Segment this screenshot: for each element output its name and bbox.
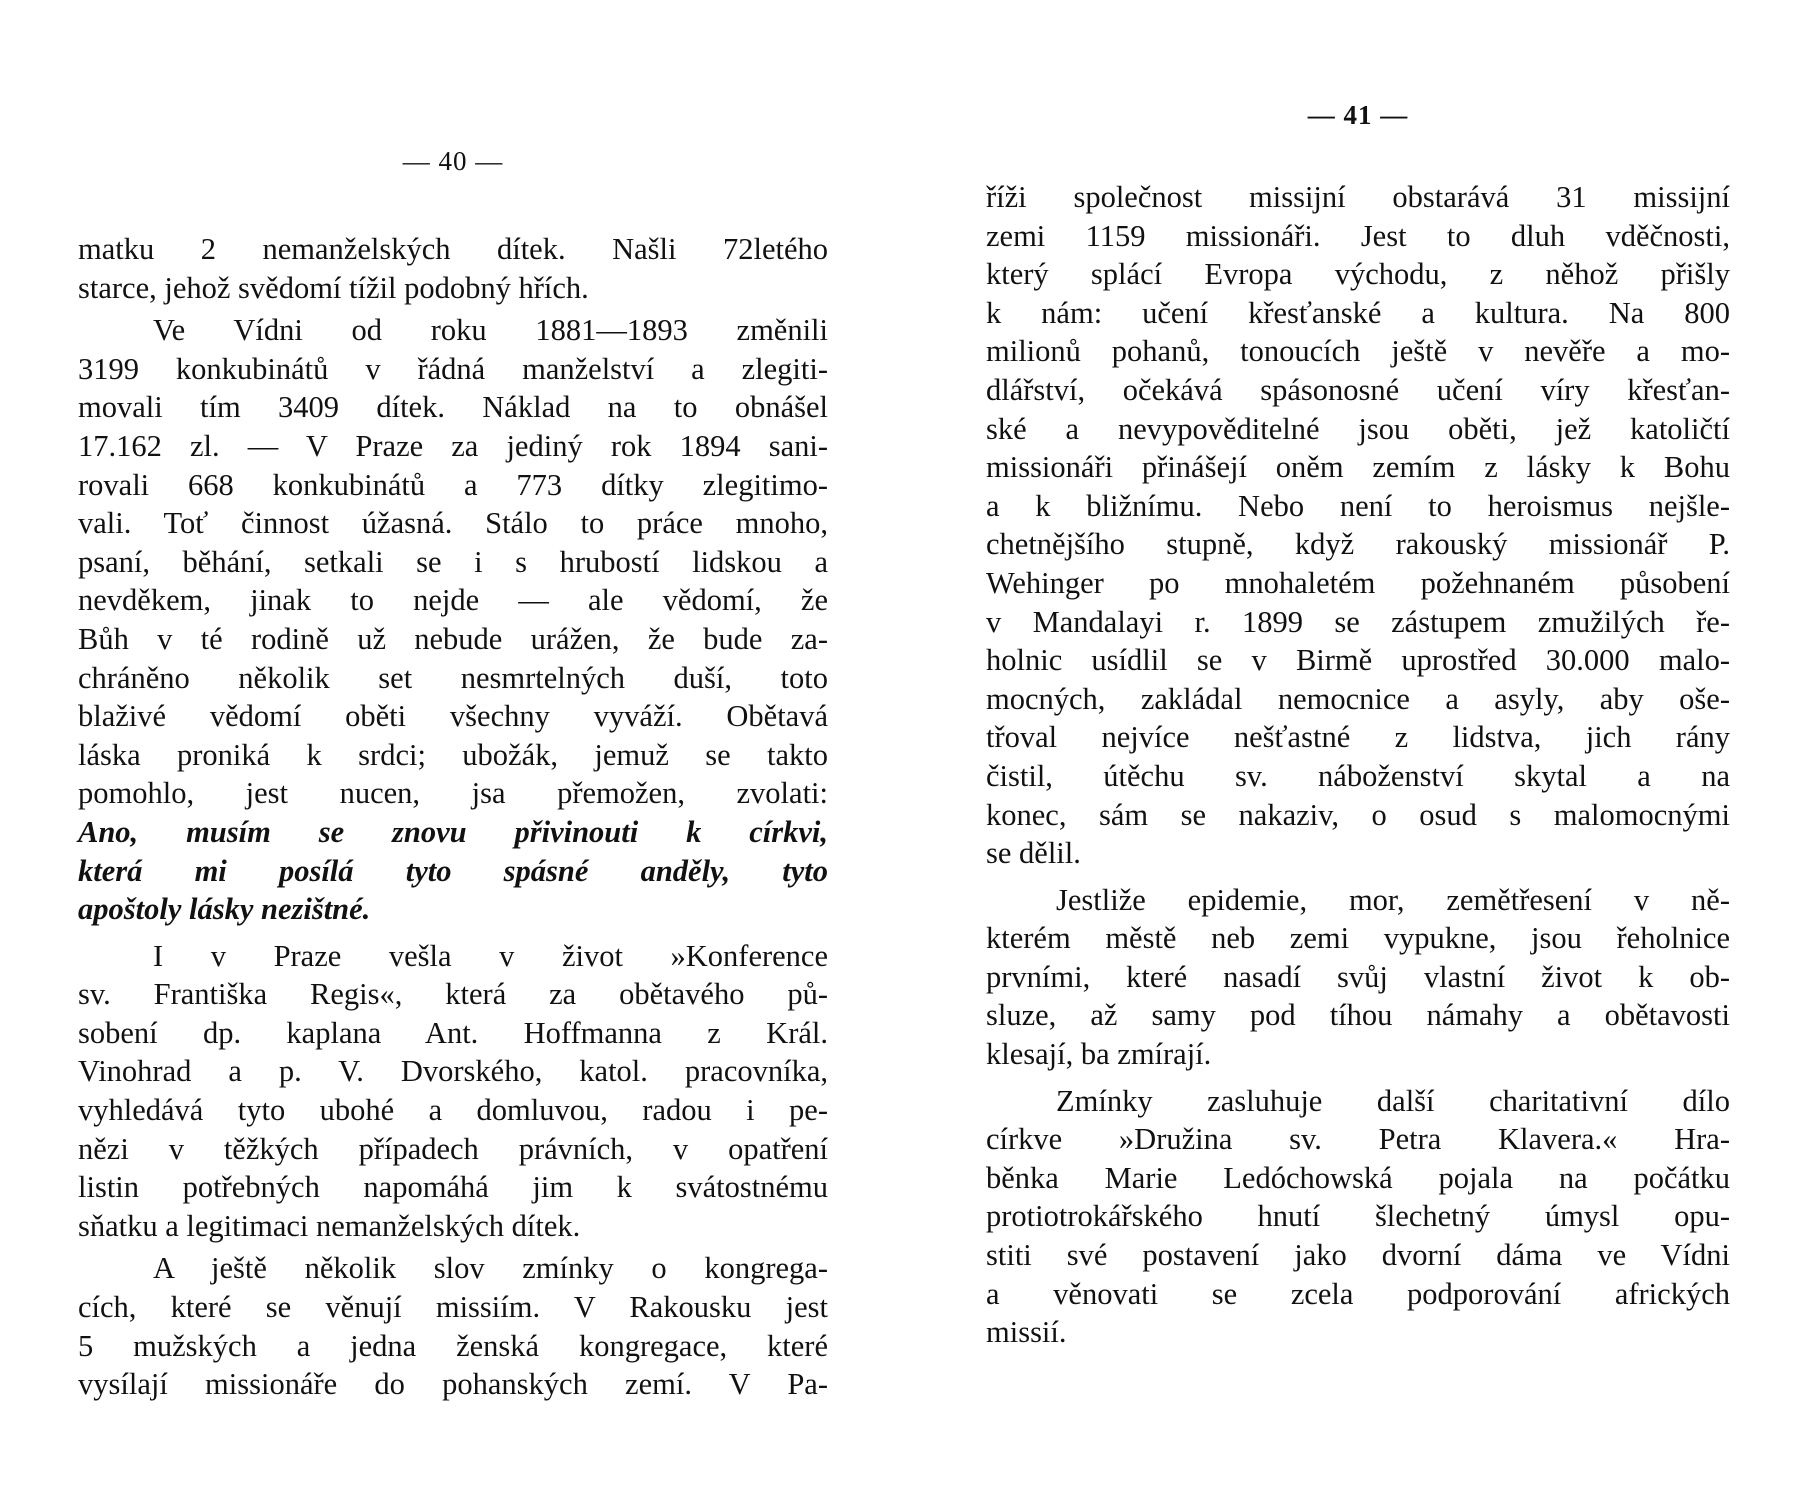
page-number: — 40 — <box>402 146 504 176</box>
page-number: — 41 — <box>1307 100 1409 130</box>
text-line: I v Praze vešla v život »Konference <box>153 938 828 973</box>
text-line: matku 2 nemanželských dítek. Našli 72letého <box>78 232 828 266</box>
text-line: 5 mužských a jedna ženská kongregace, které <box>78 1328 828 1363</box>
text-line: v Mandalayi r. 1899 se zástupem zmužilých ře- <box>986 604 1730 639</box>
text-line: cích, které se věnují missiím. V Rakousku jest <box>78 1290 828 1325</box>
text-line: chráněno několik set nesmrtelných duší, toto <box>78 660 828 695</box>
text-line: Ve Vídni od roku 1881—1893 změnili <box>153 313 828 348</box>
text-line: milionů pohanů, tonoucích ještě v nevěře a mo- <box>986 334 1730 369</box>
text-line: A ještě několik slov zmínky o kongrega- <box>153 1251 828 1286</box>
text-line: chetnějšího stupně, když rakouský missionář P. <box>986 527 1730 562</box>
left-page <box>78 0 828 1500</box>
text-line: kterém městě neb zemi vypukne, jsou řeholnice <box>986 921 1730 956</box>
text-line: vali. Toť činnost úžasná. Stálo to práce mnoho, <box>78 506 828 541</box>
text-line: stiti své postavení jako dvorní dáma ve Vídni <box>986 1238 1730 1273</box>
text-line: Zmínky zasluhuje další charitativní dílo <box>1056 1083 1730 1118</box>
text-line: se dělil. <box>986 836 1081 871</box>
text-line: prvními, které nasadí svůj vlastní život k ob- <box>986 959 1730 994</box>
text-line: láska proniká k srdci; ubožák, jemuž se takto <box>78 737 828 772</box>
text-line: listin potřebných napomáhá jim k svátostnému <box>78 1170 828 1205</box>
text-line: církve »Družina sv. Petra Klavera.« Hra- <box>986 1122 1730 1157</box>
text-line: missionáři přinášejí oněm zemím z lásky k Bohu <box>986 450 1730 485</box>
text-line: zemi 1159 missionáři. Jest to dluh vděčnosti, <box>986 218 1730 253</box>
text-line: k nám: učení křesťanské a kultura. Na 800 <box>986 295 1730 330</box>
text-line: Wehinger po mnohaletém požehnaném působení <box>986 565 1730 600</box>
text-line: 3199 konkubinátů v řádná manželství a zlegiti- <box>78 351 828 386</box>
text-line: sv. Františka Regis«, která za obětavého pů- <box>78 977 828 1012</box>
text-line: movali tím 3409 dítek. Náklad na to obnášel <box>78 390 828 425</box>
text-line: ské a nevypověditelné jsou oběti, jež katoličtí <box>986 411 1730 446</box>
text-line: protiotrokářského hnutí šlechetný úmysl opu- <box>986 1199 1730 1234</box>
text-line: říži společnost missijní obstarává 31 missijní <box>986 180 1730 214</box>
text-line: sluze, až samy pod tíhou námahy a obětavosti <box>986 998 1730 1033</box>
text-line: a k bližnímu. Nebo není to heroismus nejšle- <box>986 488 1730 523</box>
text-line: rovali 668 konkubinátů a 773 dítky zlegitimo- <box>78 467 828 502</box>
text-line: apoštoly lásky nezištné. <box>78 892 371 927</box>
text-line: vyhledává tyto ubohé a domluvou, radou i pe- <box>78 1093 828 1128</box>
text-line: klesají, ba zmírají. <box>986 1037 1212 1072</box>
text-line: Jestliže epidemie, mor, zemětřesení v ně- <box>1056 882 1730 917</box>
text-line: dlářství, očekává spásonosné učení víry křesťan- <box>986 372 1730 407</box>
text-line: psaní, běhání, setkali se i s hrubostí lidskou a <box>78 544 828 579</box>
text-line: nevděkem, jinak to nejde — ale vědomí, že <box>78 583 828 618</box>
text-line: Vinohrad a p. V. Dvorského, katol. pracovníka, <box>78 1054 828 1089</box>
text-line: která mi posílá tyto spásné anděly, tyto <box>78 853 828 888</box>
text-line: a věnovati se zcela podporování afrických <box>986 1276 1730 1311</box>
text-line: třoval nejvíce nešťastné z lidstva, jich rány <box>986 720 1730 755</box>
text-line: sňatku a legitimaci nemanželských dítek. <box>78 1208 581 1243</box>
text-line: běnka Marie Ledóchowská pojala na počátku <box>986 1160 1730 1195</box>
text-line: pomohlo, jest nucen, jsa přemožen, zvolati: <box>78 776 828 811</box>
text-line: sobení dp. kaplana Ant. Hoffmanna z Král. <box>78 1015 828 1050</box>
text-line: starce, jehož svědomí tížil podobný hřích. <box>78 270 589 305</box>
text-line: konec, sám se nakaziv, o osud s malomocnými <box>986 797 1730 832</box>
text-line: mocných, zakládal nemocnice a asyly, aby oše- <box>986 681 1730 716</box>
text-line: missií. <box>986 1315 1067 1350</box>
text-line: blaživé vědomí oběti všechny vyváží. Obětavá <box>78 699 828 734</box>
text-line: čistil, útěchu sv. náboženství skytal a na <box>986 758 1730 793</box>
text-line: vysílají missionáře do pohanských zemí. V Pa- <box>78 1367 828 1402</box>
text-line: holnic usídlil se v Birmě uprostřed 30.000 malo- <box>986 643 1730 678</box>
page-text <box>986 178 1730 1352</box>
page-text <box>78 230 828 1404</box>
text-line: Bůh v té rodině už nebude urážen, že bude za- <box>78 621 828 656</box>
text-line: který splácí Evropa východu, z něhož přišly <box>986 257 1730 292</box>
text-line: 17.162 zl. — V Praze za jediný rok 1894 sani- <box>78 428 828 463</box>
right-page <box>986 0 1730 1500</box>
text-line: nězi v těžkých případech právních, v opatření <box>78 1131 828 1166</box>
text-line: Ano, musím se znovu přivinouti k církvi, <box>78 814 828 849</box>
